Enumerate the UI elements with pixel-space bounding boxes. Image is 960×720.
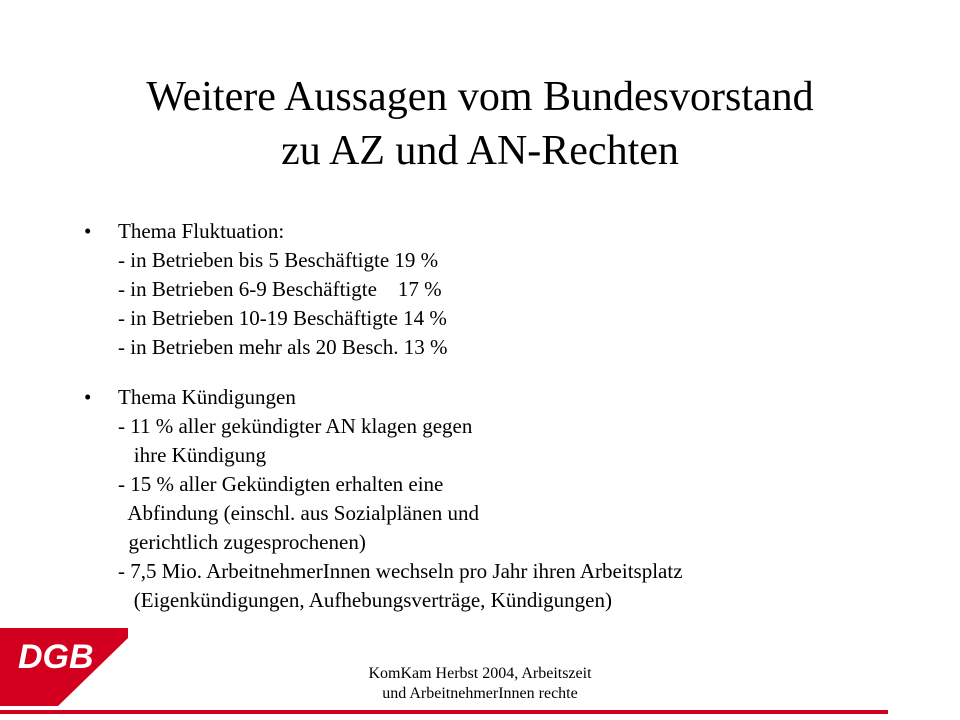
bullet-line: Thema Fluktuation: xyxy=(118,219,285,243)
slide-title-line-1: Weitere Aussagen vom Bundesvorstand xyxy=(146,74,814,120)
bullet-dot-icon: • xyxy=(84,385,92,409)
bullet-line: - 7,5 Mio. ArbeitnehmerInnen wechseln pro Jahr ihren Arbeitsplatz xyxy=(118,559,683,583)
bullet-line: gerichtlich zugesprochenen) xyxy=(118,530,366,554)
bullet-line: - 11 % aller gekündigter AN klagen gegen xyxy=(118,414,473,438)
dgb-logo xyxy=(0,628,130,708)
bullet-line: Abfindung (einschl. aus Sozialplänen und xyxy=(118,501,480,525)
bullet-line: ihre Kündigung xyxy=(118,443,267,467)
bullet-line: Thema Kündigungen xyxy=(118,385,296,409)
footer xyxy=(250,664,710,704)
bullet-text xyxy=(118,217,448,362)
slide-title-line-2: zu AZ und AN-Rechten xyxy=(281,128,679,174)
bullet-line: - 15 % aller Gekündigten erhalten eine xyxy=(118,472,444,496)
footer-line-1: KomKam Herbst 2004, Arbeitszeit xyxy=(368,665,592,682)
bullet-dot-icon: • xyxy=(84,219,92,243)
dgb-logo-text: DGB xyxy=(18,638,94,676)
bullet-line: - in Betrieben 10-19 Beschäftigte 14 % xyxy=(118,306,447,330)
bullet-line: - in Betrieben bis 5 Beschäftigte 19 % xyxy=(118,248,439,272)
footer-line-2: und ArbeitnehmerInnen rechte xyxy=(382,685,578,702)
bullet-line: - in Betrieben 6-9 Beschäftigte 17 % xyxy=(118,277,442,301)
bullet-text xyxy=(118,383,683,615)
slide-title xyxy=(60,70,900,178)
bullet-line: - in Betrieben mehr als 20 Besch. 13 % xyxy=(118,335,448,359)
bottom-rule xyxy=(0,710,888,714)
bullet-line: (Eigenkündigungen, Aufhebungsverträge, Kündigungen) xyxy=(118,588,612,612)
